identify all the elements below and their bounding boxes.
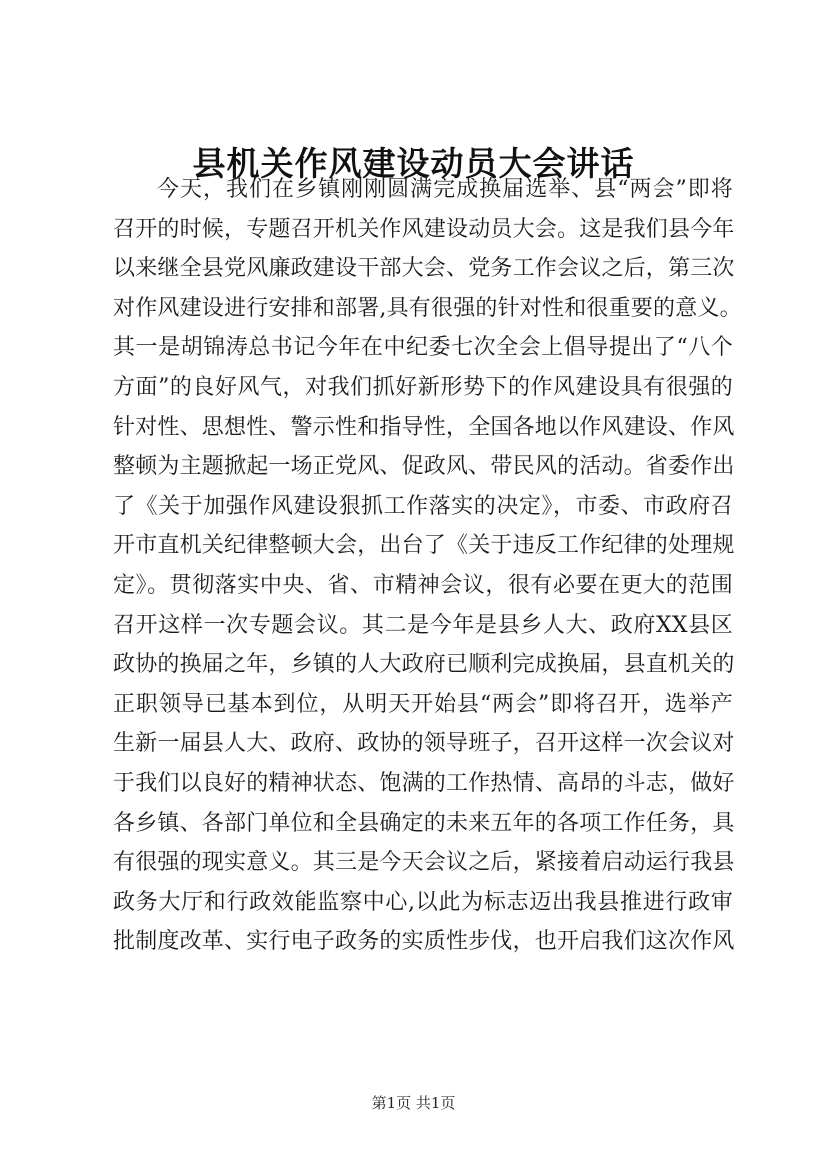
body-line: 有很强的现实意义。其三是今天会议之后，紧接着启动运行我县: [113, 850, 735, 876]
body-line: 开市直机关纪律整顿大会，出台了《关于违反工作纪律的处理规: [113, 533, 735, 559]
document-body: [113, 170, 742, 962]
body-line: 对作风建设进行安排和部署,具有很强的针对性和很重要的意义。: [113, 295, 742, 321]
body-line: 召开的时候，专题召开机关作风建设动员大会。这是我们县今年: [113, 216, 735, 242]
body-line: 正职领导已基本到位，从明天开始县“两会”即将召开，选举产: [113, 691, 733, 717]
body-line: 召开这样一次专题会议。其二是今年是县乡人大、政府XX县区: [113, 612, 733, 638]
body-line: 生新一届县人大、政府、政协的领导班子，召开这样一次会议对: [113, 731, 735, 757]
page-number-footer: 第1页 共1页: [371, 1094, 456, 1112]
body-line: 了《关于加强作风建设狠抓工作落实的决定》，市委、市政府召: [113, 493, 733, 519]
body-line: 政务大厅和行政效能监察中心,以此为标志迈出我县推进行政审: [113, 889, 733, 915]
body-line: 方面”的良好风气，对我们抓好新形势下的作风建设具有很强的: [113, 374, 733, 400]
body-line: 政协的换届之年，乡镇的人大政府已顺利完成换届，县直机关的: [113, 652, 735, 678]
body-line: 批制度改革、实行电子政务的实质性步伐，也开启我们这次作风: [113, 929, 735, 955]
body-line: 于我们以良好的精神状态、饱满的工作热情、高昂的斗志，做好: [113, 770, 735, 796]
body-line: 今天，我们在乡镇刚刚圆满完成换届选举、县“两会”即将: [157, 177, 733, 202]
body-line: 其一是胡锦涛总书记今年在中纪委七次全会上倡导提出了“八个: [113, 335, 733, 361]
body-line: 针对性、思想性、警示性和指导性，全国各地以作风建设、作风: [113, 414, 735, 440]
body-line: 各乡镇、各部门单位和全县确定的未来五年的各项工作任务，具: [113, 810, 735, 836]
body-line: 定》。贯彻落实中央、省、市精神会议，很有必要在更大的范围: [113, 572, 733, 598]
document-title: 县机关作风建设动员大会讲话: [192, 144, 635, 183]
body-line: 以来继全县党风廉政建设干部大会、党务工作会议之后，第三次: [113, 256, 735, 282]
body-line: 整顿为主题掀起一场正党风、促政风、带民风的活动。省委作出: [113, 454, 735, 480]
